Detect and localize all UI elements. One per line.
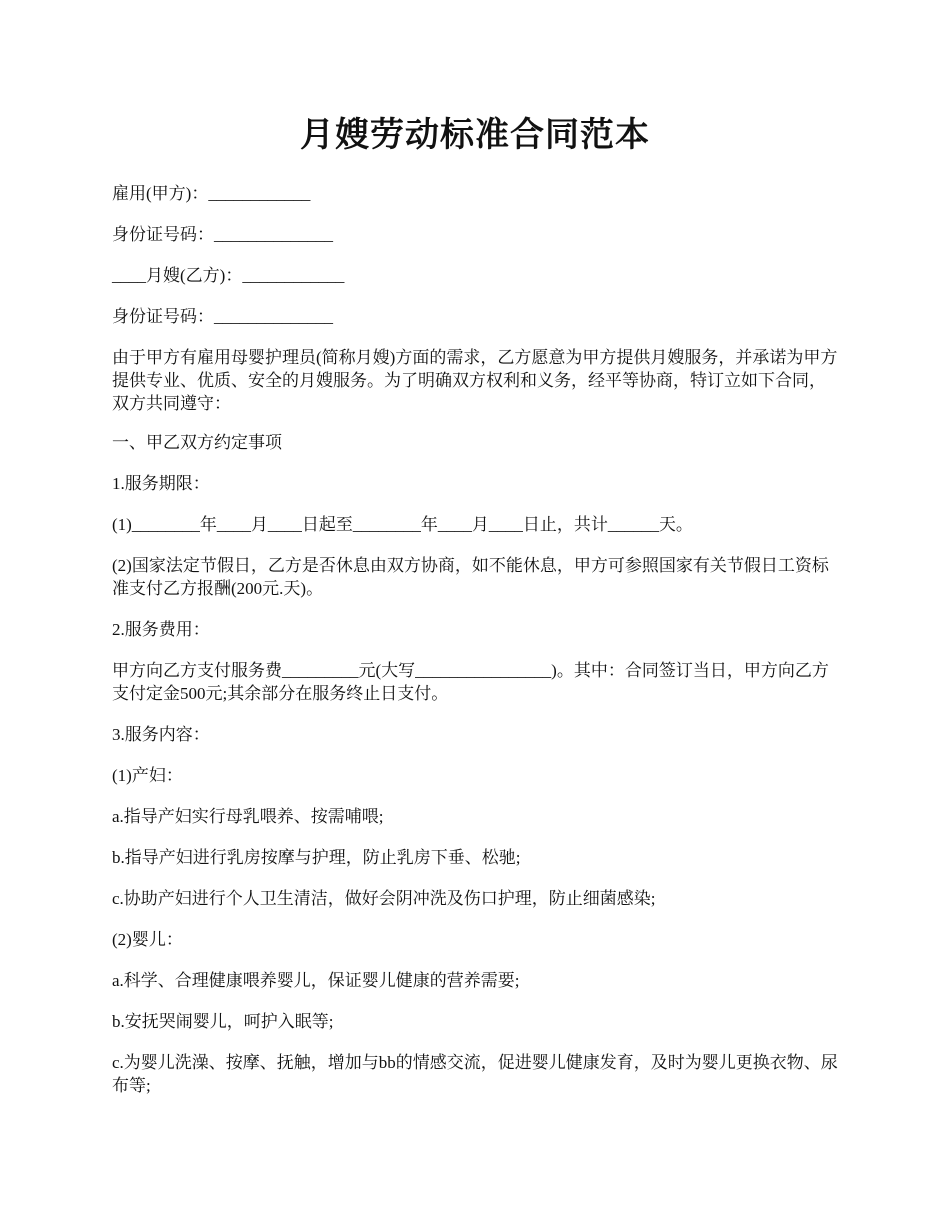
clause-fee-detail: 甲方向乙方支付服务费_________元(大写________________)。其中：合同签订当日，甲方向乙方支付定金500元;其余部分在服务终止日支付。 bbox=[112, 661, 829, 703]
baby-item-b: b.安抚哭闹婴儿，呵护入眠等; bbox=[112, 1012, 334, 1031]
document-title: 月嫂劳动标准合同范本 bbox=[300, 117, 650, 154]
mother-item-a: a.指导产妇实行母乳喂养、按需哺喂; bbox=[112, 807, 384, 826]
preamble-paragraph: 由于甲方有雇用母婴护理员(简称月嫂)方面的需求，乙方愿意为甲方提供月嫂服务，并承诺为甲方提供专业、优质、安全的月嫂服务。为了明确双方权利和义务，经平等协商，特订立如下合同，双方共同遵守： bbox=[112, 348, 838, 413]
subclause-mother: (1)产妇： bbox=[112, 766, 183, 785]
clause-service-fee: 2.服务费用： bbox=[112, 620, 210, 639]
section-heading-1: 一、甲乙双方约定事项 bbox=[112, 433, 282, 452]
employer-line: 雇用(甲方)：____________ bbox=[112, 184, 311, 203]
clause-holidays: (2)国家法定节假日，乙方是否休息由双方协商，如不能休息，甲方可参照国家有关节假日工资标准支付乙方报酬(200元.天)。 bbox=[112, 556, 829, 598]
nanny-line: ____月嫂(乙方)：____________ bbox=[112, 266, 345, 285]
baby-item-c: c.为婴儿洗澡、按摩、抚触，增加与bb的情感交流，促进婴儿健康发育，及时为婴儿更换衣物、尿布等; bbox=[112, 1053, 838, 1095]
baby-item-a: a.科学、合理健康喂养婴儿，保证婴儿健康的营养需要; bbox=[112, 971, 520, 990]
clause-service-period: 1.服务期限： bbox=[112, 474, 210, 493]
subclause-baby: (2)婴儿： bbox=[112, 930, 183, 949]
nanny-id-line: 身份证号码：______________ bbox=[112, 307, 333, 326]
employer-id-line: 身份证号码：______________ bbox=[112, 225, 333, 244]
mother-item-c: c.协助产妇进行个人卫生清洁，做好会阴冲洗及伤口护理，防止细菌感染; bbox=[112, 889, 656, 908]
mother-item-b: b.指导产妇进行乳房按摩与护理，防止乳房下垂、松驰; bbox=[112, 848, 521, 867]
clause-service-content: 3.服务内容： bbox=[112, 725, 210, 744]
clause-period-dates: (1)________年____月____日起至________年____月____日止，共计______天。 bbox=[112, 515, 693, 534]
